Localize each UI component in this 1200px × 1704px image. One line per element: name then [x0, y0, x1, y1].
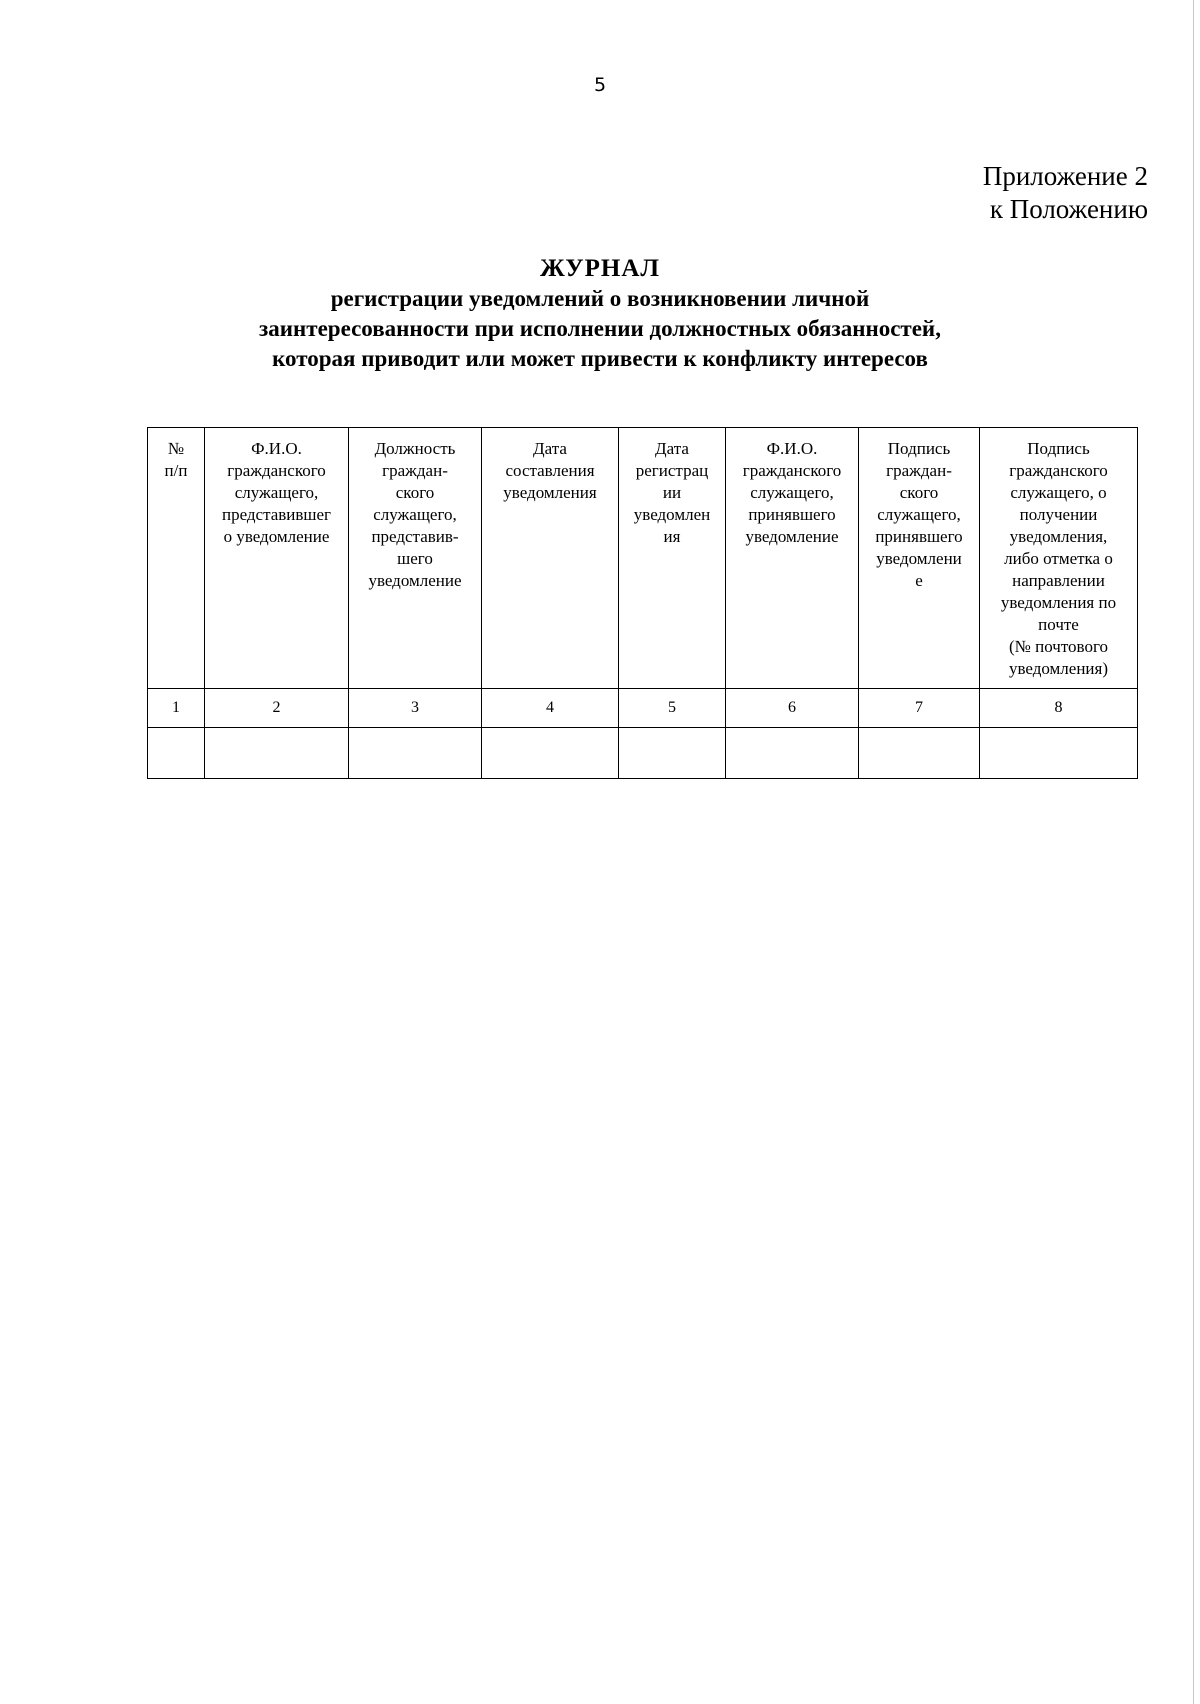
appendix-reference — [983, 160, 1148, 226]
empty-cell — [619, 728, 726, 779]
empty-cell — [859, 728, 980, 779]
title-line-2: заинтересованности при исполнении должностных обязанностей, — [259, 316, 941, 341]
column-number-cell: 4 — [482, 689, 619, 728]
column-number-cell: 8 — [980, 689, 1138, 728]
header-cell-creation-date: Дата составления уведомления — [482, 428, 619, 689]
header-cell-receipt-signature: Подпись гражданского служащего, о получении уведомления, либо отметка о направлении уведомления по почте (№ почтового уведомления) — [980, 428, 1138, 689]
empty-cell — [726, 728, 859, 779]
empty-cell — [148, 728, 205, 779]
header-row — [148, 428, 1138, 689]
empty-cell — [980, 728, 1138, 779]
empty-cell — [349, 728, 482, 779]
column-number-cell: 6 — [726, 689, 859, 728]
appendix-line-2: к Положению — [989, 194, 1148, 224]
column-number-cell: 5 — [619, 689, 726, 728]
scan-edge-line — [1193, 0, 1194, 1704]
title-heading: ЖУРНАЛ — [539, 255, 661, 282]
empty-cell — [482, 728, 619, 779]
document-title — [0, 254, 1200, 374]
column-number-cell: 3 — [349, 689, 482, 728]
column-number-row — [148, 689, 1138, 728]
page-number: 5 — [593, 74, 607, 96]
header-cell-receiver-name: Ф.И.О. гражданского служащего, принявшего уведомление — [726, 428, 859, 689]
column-number-cell: 2 — [205, 689, 349, 728]
appendix-line-1: Приложение 2 — [982, 161, 1148, 191]
journal-table — [147, 427, 1138, 779]
header-cell-number: № п/п — [148, 428, 205, 689]
header-cell-submitter-position: Должность граждан- ского служащего, представив- шего уведомление — [349, 428, 482, 689]
column-number-cell: 1 — [148, 689, 205, 728]
header-cell-receiver-signature: Подпись граждан- ского служащего, принявшего уведомлени е — [859, 428, 980, 689]
header-cell-submitter-name: Ф.И.О. гражданского служащего, представившег о уведомление — [205, 428, 349, 689]
title-line-1: регистрации уведомлений о возникновении личной — [330, 286, 870, 311]
header-cell-registration-date: Дата регистрац ии уведомлен ия — [619, 428, 726, 689]
empty-cell — [205, 728, 349, 779]
title-line-3: которая приводит или может привести к конфликту интересов — [272, 346, 928, 371]
empty-entry-row — [148, 728, 1138, 779]
column-number-cell: 7 — [859, 689, 980, 728]
